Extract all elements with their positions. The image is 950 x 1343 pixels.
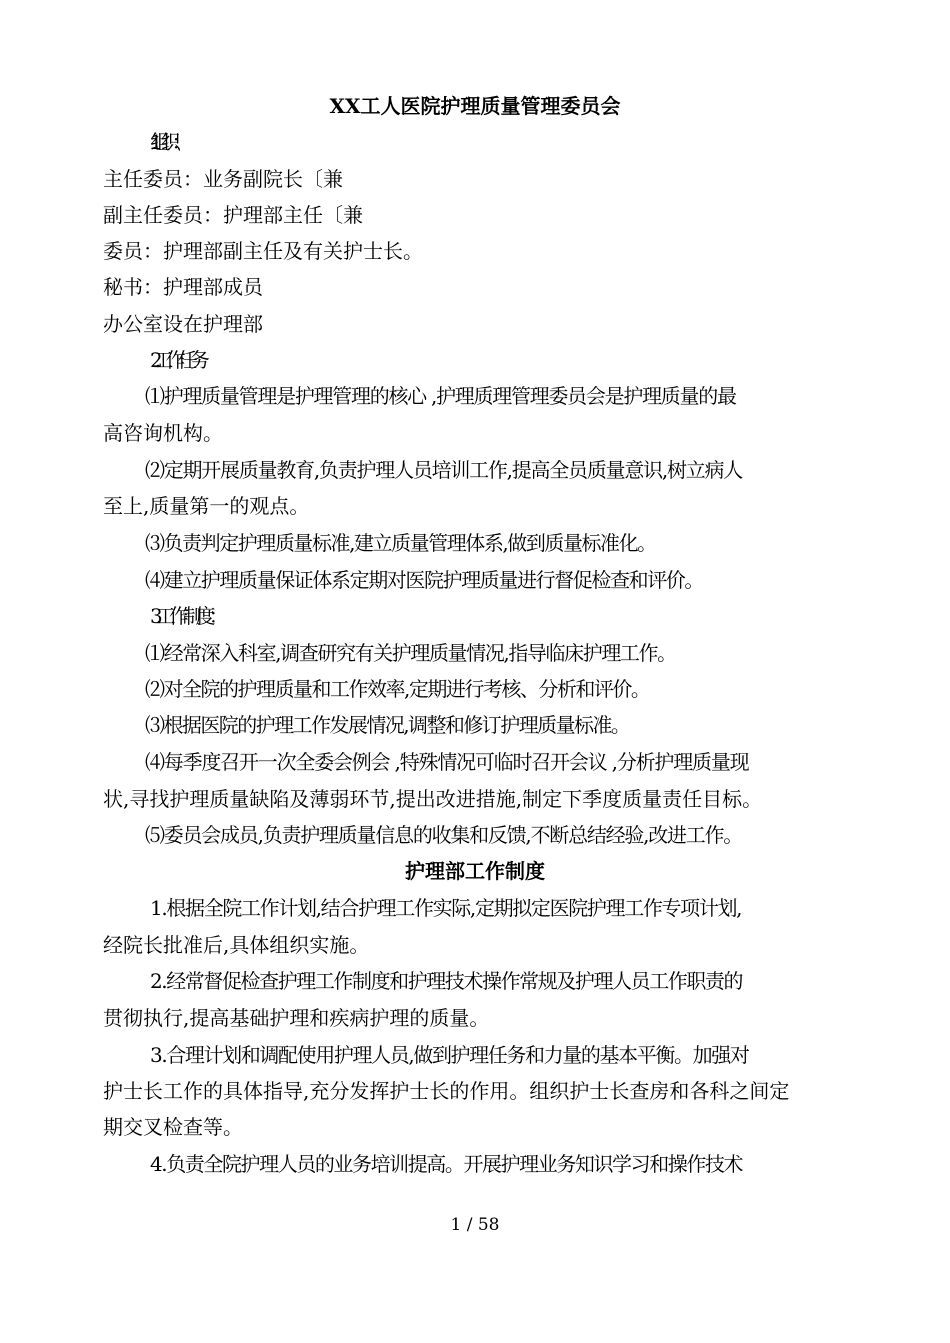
document-title: XX工人医院护理质量管理委员会 [329,94,621,118]
section-heading-organization: 1.组织： [150,130,183,154]
section-heading-tasks: 2.工作任务 [150,348,203,372]
rule-line: ⑷每季度召开一次全委会例会 ,特殊情况可临时召开会议 ,分析护理质量现 [145,750,749,774]
dept-line: 4.负责全院护理人员的业务培训提高。开展护理业务知识学习和操作技术 [150,1152,743,1176]
dept-line: 3.合理计划和调配使用护理人员,做到护理任务和力量的基本平衡。加强对 [150,1043,749,1067]
task-line: ⑵定期开展质量教育,负责护理人员培训工作,提高全员质量意识,树立病人 [145,458,743,482]
org-line: 秘书：护理部成员 [103,275,263,299]
dept-line: 2.经常督促检查护理工作制度和护理技术操作常规及护理人员工作职责的 [150,969,743,993]
task-line: ⑴护理质量管理是护理管理的核心 ,护理质理管理委员会是护理质量的最 [145,384,736,408]
rule-line: 状,寻找护理质量缺陷及薄弱环节,提出改进措施,制定下季度质量责任目标。 [103,787,763,811]
dept-line: 期交叉检查等。 [103,1115,243,1139]
section-heading-rules: 3.工作制度： [150,604,223,628]
page-number: 1 / 58 [450,1215,500,1235]
task-line: 高咨询机构。 [103,421,223,445]
rule-line: ⑶根据医院的护理工作发展情况,调整和修订护理质量标准。 [145,713,630,737]
dept-line: 1.根据全院工作计划,结合护理工作实际,定期拟定医院护理工作专项计划, [150,896,742,920]
dept-line: 贯彻执行,提高基础护理和疾病护理的质量。 [103,1006,490,1030]
org-line: 主任委员：业务副院长〔兼 [103,167,343,191]
rule-line: ⑸委员会成员,负责护理质量信息的收集和反馈,不断总结经验,改进工作。 [145,823,743,847]
org-line: 委员：护理部副主任及有关护士长。 [103,239,423,263]
org-line: 副主任委员：护理部主任〔兼 [103,203,363,227]
dept-line: 护士长工作的具体指导,充分发挥护士长的作用。组织护士长查房和各科之间定 [103,1079,790,1103]
rule-line: ⑵对全院的护理质量和工作效率,定期进行考核、分析和评价。 [145,677,650,701]
task-line: 至上,质量第一的观点。 [103,494,310,518]
section-title-nursing-dept: 护理部工作制度 [405,859,545,883]
rule-line: ⑴经常深入科室,调查研究有关护理质量情况,指导临床护理工作。 [145,641,676,665]
dept-line: 经院长批准后,具体组织实施。 [103,933,370,957]
task-line: ⑷建立护理质量保证体系定期对医院护理质量进行督促检查和评价。 [145,568,703,592]
task-line: ⑶负责判定护理质量标准,建立质量管理体系,做到质量标准化。 [145,531,656,555]
org-line: 办公室设在护理部 [103,312,263,336]
